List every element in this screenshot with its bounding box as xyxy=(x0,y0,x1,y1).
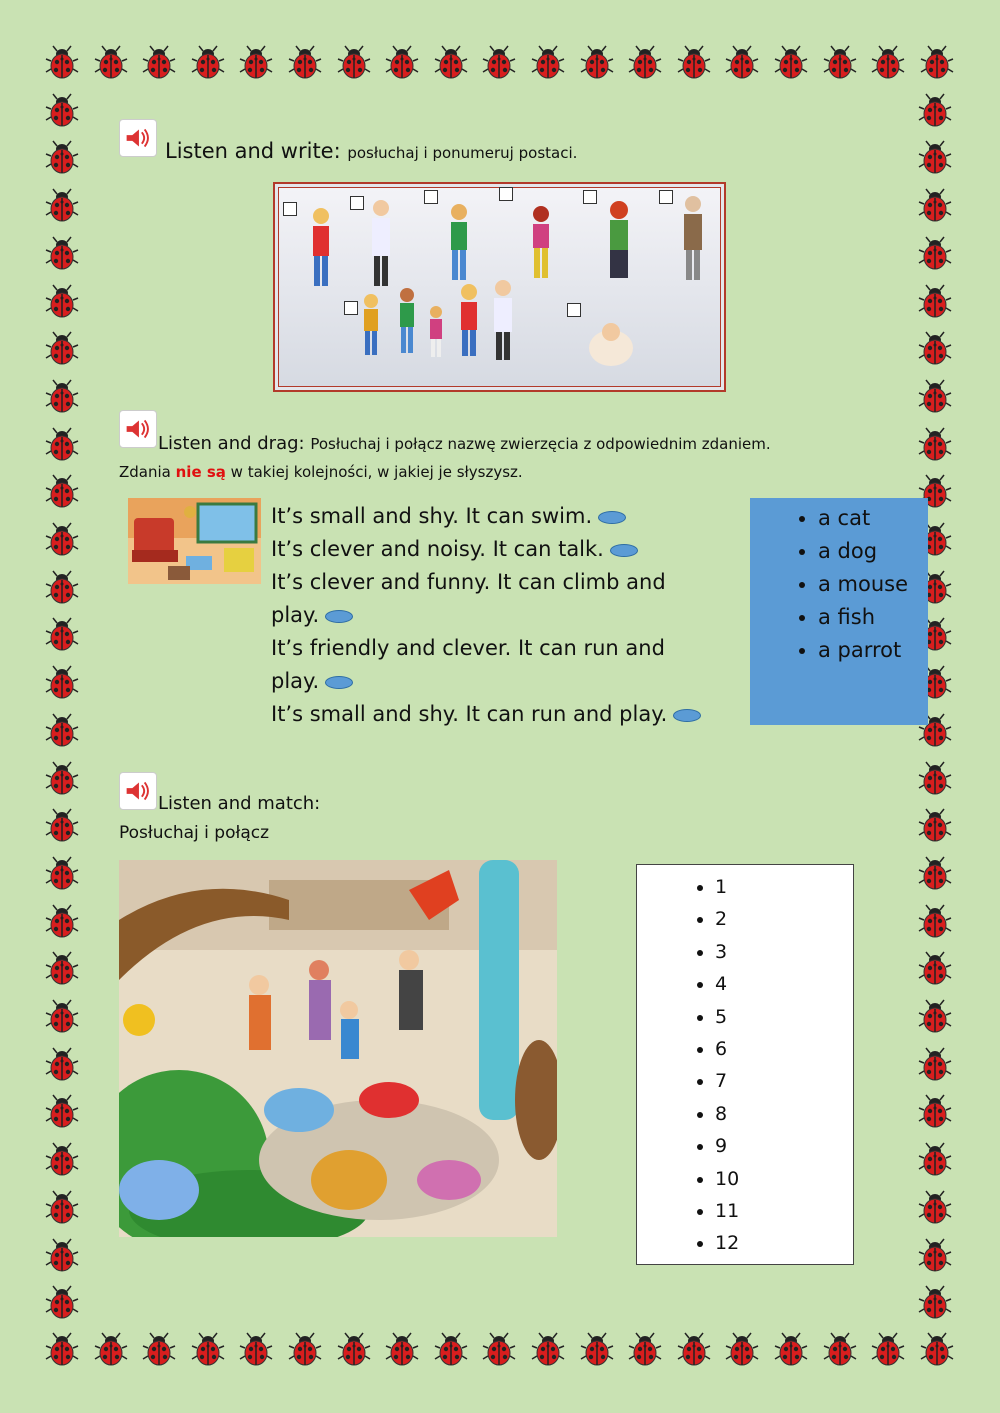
ladybug-icon xyxy=(45,1332,79,1366)
ladybug-icon xyxy=(918,140,952,174)
section1-instruction: posłuchaj i ponumeruj postaci. xyxy=(347,144,578,162)
ladybug-icon xyxy=(94,45,128,79)
ladybug-icon xyxy=(482,45,516,79)
ladybug-icon xyxy=(45,1094,79,1128)
drop-target[interactable] xyxy=(325,676,353,689)
ladybug-icon xyxy=(918,951,952,985)
number-item[interactable]: • 8 xyxy=(715,1098,853,1130)
ladybug-icon xyxy=(531,1332,565,1366)
ladybug-icon xyxy=(918,1094,952,1128)
ladybug-icon xyxy=(918,379,952,413)
speaker-icon[interactable] xyxy=(119,772,157,810)
ladybug-icon xyxy=(45,1142,79,1176)
ladybug-icon xyxy=(45,617,79,651)
ladybug-icon xyxy=(918,999,952,1033)
sentence-3: It’s clever and funny. It can climb and play. xyxy=(271,570,666,627)
number-list-box xyxy=(636,864,854,1265)
sentence-list xyxy=(271,500,741,731)
drop-target[interactable] xyxy=(598,511,626,524)
ladybug-icon xyxy=(918,1142,952,1176)
ladybug-icon xyxy=(918,904,952,938)
ladybug-icon xyxy=(191,45,225,79)
number-item[interactable]: • 9 xyxy=(715,1130,853,1162)
drop-target[interactable] xyxy=(610,544,638,557)
number-box-7[interactable] xyxy=(344,301,358,315)
section2-note: Zdania nie są w takiej kolejności, w jakiej je słyszysz. xyxy=(119,463,523,481)
ladybug-icon xyxy=(45,1047,79,1081)
number-box-8[interactable] xyxy=(567,303,581,317)
sentence-1: It’s small and shy. It can swim. xyxy=(271,500,741,533)
answer-item[interactable]: • a fish xyxy=(818,601,928,634)
family-picture xyxy=(273,182,726,392)
number-item[interactable]: • 7 xyxy=(715,1065,853,1097)
ladybug-icon xyxy=(288,1332,322,1366)
number-item[interactable]: • 6 xyxy=(715,1033,853,1065)
number-item[interactable]: • 12 xyxy=(715,1227,853,1259)
ladybug-icon xyxy=(871,1332,905,1366)
number-item[interactable]: • 2 xyxy=(715,903,853,935)
section3-title: Listen and match: xyxy=(158,793,321,814)
ladybug-icon xyxy=(385,1332,419,1366)
number-item[interactable]: • 11 xyxy=(715,1195,853,1227)
living-room-picture xyxy=(128,498,261,584)
ladybug-icon xyxy=(918,1047,952,1081)
number-item[interactable]: • 10 xyxy=(715,1163,853,1195)
number-box-6[interactable] xyxy=(659,190,673,204)
ladybug-icon xyxy=(531,45,565,79)
ladybug-icon xyxy=(774,1332,808,1366)
section1-title: Listen and write: xyxy=(165,139,341,163)
number-box-1[interactable] xyxy=(283,202,297,216)
ladybug-icon xyxy=(45,93,79,127)
ladybug-icon xyxy=(434,45,468,79)
ladybug-icon xyxy=(918,1285,952,1319)
ladybug-icon xyxy=(239,1332,273,1366)
number-item[interactable]: • 5 xyxy=(715,1001,853,1033)
number-box-4[interactable] xyxy=(499,187,513,201)
ladybug-icon xyxy=(677,1332,711,1366)
ladybug-icon xyxy=(580,45,614,79)
ladybug-icon xyxy=(482,1332,516,1366)
sentence-5: It’s small and shy. It can run and play. xyxy=(271,698,741,731)
ladybug-icon xyxy=(45,188,79,222)
ladybug-icon xyxy=(45,761,79,795)
answer-box xyxy=(750,498,928,725)
number-item[interactable]: • 1 xyxy=(715,871,853,903)
answer-item[interactable]: • a mouse xyxy=(818,568,928,601)
ladybug-icon xyxy=(45,236,79,270)
ladybug-icon xyxy=(45,331,79,365)
ladybug-icon xyxy=(918,284,952,318)
ladybug-icon xyxy=(871,45,905,79)
drop-target[interactable] xyxy=(673,709,701,722)
sentence-2: It’s clever and noisy. It can talk. xyxy=(271,533,741,566)
section2-title: Listen and drag: xyxy=(158,433,305,454)
ladybug-icon xyxy=(918,1238,952,1272)
number-item[interactable]: • 4 xyxy=(715,968,853,1000)
answer-item[interactable]: • a dog xyxy=(818,535,928,568)
number-item[interactable]: • 3 xyxy=(715,936,853,968)
ladybug-icon xyxy=(45,379,79,413)
ladybug-icon xyxy=(920,45,954,79)
ladybug-icon xyxy=(774,45,808,79)
ladybug-icon xyxy=(288,45,322,79)
number-box-2[interactable] xyxy=(350,196,364,210)
ladybug-icon xyxy=(45,713,79,747)
ladybug-icon xyxy=(45,1190,79,1224)
ladybug-icon xyxy=(142,1332,176,1366)
ladybug-icon xyxy=(725,45,759,79)
ladybug-icon xyxy=(918,1190,952,1224)
ladybug-icon xyxy=(45,474,79,508)
section1-heading xyxy=(165,139,577,163)
ladybug-icon xyxy=(918,188,952,222)
ladybug-icon xyxy=(823,45,857,79)
number-box-3[interactable] xyxy=(424,190,438,204)
ladybug-icon xyxy=(45,856,79,890)
ladybug-icon xyxy=(918,808,952,842)
toy-shop-picture xyxy=(119,860,557,1237)
ladybug-icon xyxy=(45,904,79,938)
ladybug-icon xyxy=(45,1285,79,1319)
number-box-5[interactable] xyxy=(583,190,597,204)
ladybug-icon xyxy=(337,1332,371,1366)
ladybug-icon xyxy=(385,45,419,79)
answer-item[interactable]: • a cat xyxy=(818,502,928,535)
ladybug-icon xyxy=(580,1332,614,1366)
drop-target[interactable] xyxy=(325,610,353,623)
ladybug-icon xyxy=(45,45,79,79)
ladybug-icon xyxy=(677,45,711,79)
ladybug-icon xyxy=(239,45,273,79)
ladybug-icon xyxy=(918,236,952,270)
speaker-icon[interactable] xyxy=(119,119,157,157)
ladybug-icon xyxy=(45,427,79,461)
ladybug-icon xyxy=(823,1332,857,1366)
ladybug-icon xyxy=(920,1332,954,1366)
ladybug-icon xyxy=(45,284,79,318)
ladybug-icon xyxy=(45,1238,79,1272)
ladybug-icon xyxy=(45,665,79,699)
ladybug-icon xyxy=(918,761,952,795)
highlight-text: nie są xyxy=(175,463,226,481)
ladybug-icon xyxy=(918,93,952,127)
ladybug-icon xyxy=(918,427,952,461)
section2-heading xyxy=(158,433,771,454)
ladybug-icon xyxy=(45,570,79,604)
speaker-icon[interactable] xyxy=(119,410,157,448)
ladybug-icon xyxy=(191,1332,225,1366)
section3-instruction: Posłuchaj i połącz xyxy=(119,823,270,843)
ladybug-icon xyxy=(628,1332,662,1366)
ladybug-icon xyxy=(434,1332,468,1366)
ladybug-icon xyxy=(628,45,662,79)
ladybug-icon xyxy=(45,140,79,174)
answer-item[interactable]: • a parrot xyxy=(818,634,928,667)
ladybug-icon xyxy=(142,45,176,79)
ladybug-icon xyxy=(337,45,371,79)
ladybug-icon xyxy=(725,1332,759,1366)
ladybug-icon xyxy=(918,331,952,365)
ladybug-icon xyxy=(45,808,79,842)
ladybug-icon xyxy=(45,999,79,1033)
ladybug-icon xyxy=(45,522,79,556)
ladybug-icon xyxy=(918,856,952,890)
family-illustration xyxy=(279,188,724,390)
sentence-4: It’s friendly and clever. It can run and play. xyxy=(271,636,665,693)
ladybug-icon xyxy=(45,951,79,985)
section2-instruction: Posłuchaj i połącz nazwę zwierzęcia z odpowiednim zdaniem. xyxy=(310,435,771,453)
ladybug-icon xyxy=(94,1332,128,1366)
